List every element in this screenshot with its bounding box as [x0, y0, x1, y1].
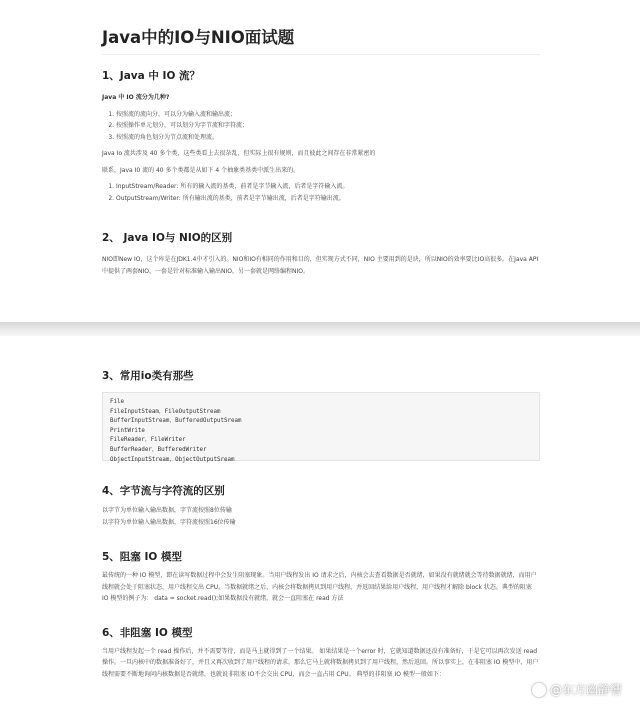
- section-2-heading: 2、 Java IO与 NIO的区别: [102, 232, 233, 244]
- section-1-list: [102, 109, 540, 144]
- section-3-heading: 3、常用io类有那些: [102, 370, 194, 382]
- code-line: BufferReader，BufferedWriter: [110, 446, 207, 453]
- watermark-text: @东方幽静響: [549, 683, 622, 697]
- list-item: 3. 按照流的角色划分为节点流和处理流。: [116, 132, 540, 144]
- page-2-content: [102, 368, 540, 680]
- list-item: 1. InputStream/Reader: 所有的输入流的基类，前者是字节输入流，后者是字符输入流。: [116, 181, 540, 193]
- section-4-line-2: 以字符为单位输入输出数据，字符流按照16位传输: [102, 518, 236, 526]
- section-6-paragraph: 当用户线程发起一个 read 操作后，并不需要等待，而是马上就得到了一个结果。 如果结果是一个error 时，它就知道数据还没有准备好，于是它可以再次发送 read 操作。一旦内核中的数据准备好了，并且又再次收到了用户线程的请求，那么它马上就将数据拷贝到了用户线程，然后返回。所以事实上，在非阻塞 IO 模型中，用户线程需要不断地询问内核数据是否就绪，也就说非阻塞 IO不会交出 CPU，而会一直占用 CPU。 典型的非阻塞 IO 模型一般如下：: [102, 647, 539, 678]
- list-item: 2. 按照操作单元划分，可以划分为字节流和字符流；: [116, 120, 540, 132]
- section-5-heading: 5、阻塞 IO 模型: [102, 551, 182, 563]
- document-title: Java中的IO与NIO面试题: [102, 24, 540, 55]
- section-1-list-2: [102, 181, 540, 204]
- section-6-heading: 6、非阻塞 IO 模型: [102, 626, 193, 639]
- code-line: File: [110, 399, 124, 405]
- section-1-paragraph-2: 联系，Java I0 流的 40 多个类都是从如下 4 个抽象类基类中派生出来的。: [102, 166, 300, 174]
- section-2-paragraph: NIO即New IO，这个库是在JDK1.4中才引入的。NIO和IO有相同的作用和目的，但实现方式不同，NIO 主要用到的是块，所以NIO的效率要比IO高很多。在Java API中提供了两套NIO，一套是针对标准输入输出NIO，另一套就是网络编程NIO。: [102, 256, 539, 275]
- section-4-heading: 4、字节流与字符流的区别: [102, 485, 225, 497]
- page-1: [0, 0, 640, 322]
- watermark: [532, 681, 622, 698]
- section-1-heading: 1、Java 中 IO 流？: [102, 70, 201, 82]
- list-item: 2. OutputStream/Writer: 所有输出流的基类，前者是字节输出流，后者是字符输出流。: [116, 193, 540, 205]
- section-4-line-1: 以字节为单位输入输出数据，字节流按照8位传输: [102, 507, 232, 514]
- code-line: FileInputSteam，FileOutputStream: [110, 408, 221, 415]
- watermark-icon: [532, 683, 546, 697]
- page-1-content: [102, 24, 540, 277]
- code-line: PrintWrite: [110, 427, 145, 434]
- page-separator: [0, 322, 640, 336]
- code-line: ObjectInputStream，ObjectOutputSream: [110, 456, 235, 463]
- list-item: 1. 按照流的流向分，可以分为输入流和输出流；: [116, 109, 540, 121]
- section-1-lead: Java 中 IO 流分为几种?: [102, 94, 170, 101]
- section-1-paragraph-1: Java Io 流共涉及 40 多个类，这些类看上去很杂乱，但实际上很有规则，而且彼此之间存在非常紧密的: [102, 150, 376, 157]
- code-block: [102, 392, 540, 461]
- code-line: BufferInputStream，BufferedOutputSream: [110, 418, 242, 425]
- code-line: FileReader，FileWriter: [110, 437, 186, 444]
- page-2: [0, 336, 640, 711]
- section-5-paragraph: 最传统的一种 IO 模型，即在读写数据过程中会发生阻塞现象。当用户线程发出 IO 请求之后，内核会去查看数据是否就绪，如果没有就绪就会等待数据就绪，而用户线程就会处于阻塞状态，用户线程交出 CPU。当数据就绪之后，内核会将数据拷贝到用户线程，并返回结果给用户线程，用户线程才解除 block 状态。典型的阻塞 IO 模型的例子为： data = socket.read();如果数据没有就绪，就会一直阻塞在 read 方法: [102, 572, 537, 602]
